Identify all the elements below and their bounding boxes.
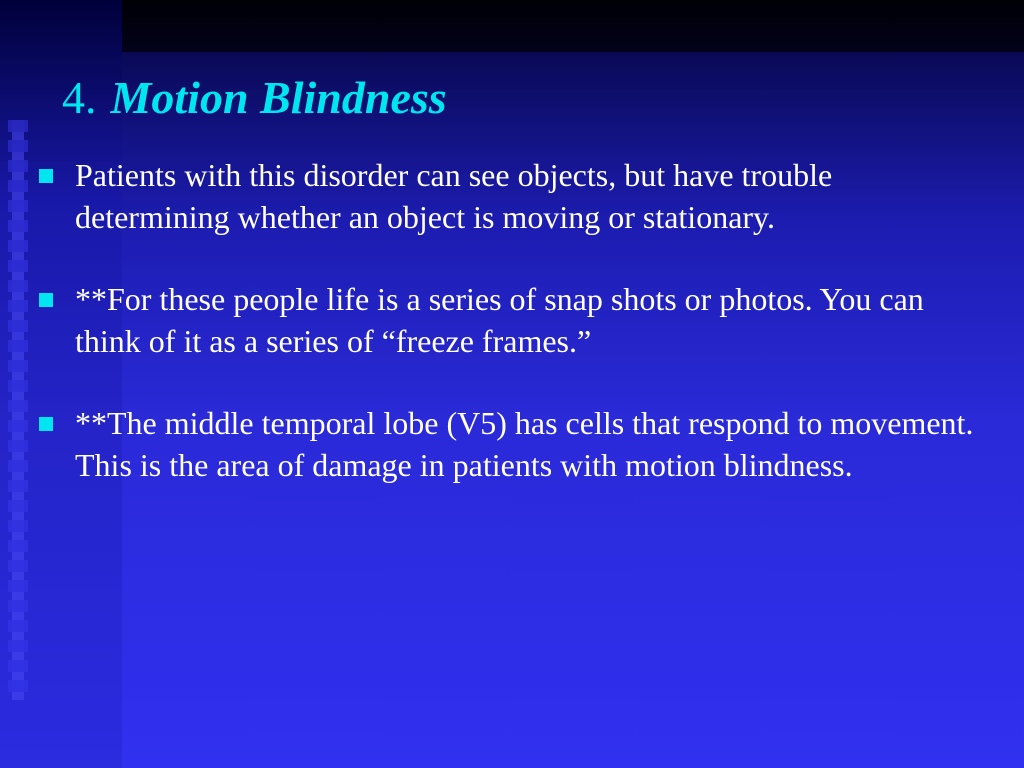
square-bullet-icon (39, 169, 53, 183)
bullet-text: Patients with this disorder can see objects, but have trouble determining whether an object is moving or stationary. (75, 157, 833, 235)
bullet-text: **For these people life is a series of snap shots or photos. You can think of it as a series of “freeze frames.” (75, 281, 924, 359)
bullet-item (34, 154, 984, 238)
square-bullet-icon (39, 417, 53, 431)
bullet-item (34, 278, 984, 362)
slide-number: 4. (62, 72, 97, 123)
slide-title-text: Motion Blindness (110, 72, 447, 123)
bullet-list (34, 154, 984, 526)
slide-title (62, 70, 447, 125)
square-bullet-icon (39, 293, 53, 307)
bullet-text: **The middle temporal lobe (V5) has cells that respond to movement. This is the area of damage in patients with motion blindness. (75, 405, 974, 483)
decorative-square-column (8, 120, 28, 700)
bullet-item (34, 402, 984, 486)
top-dark-band (122, 0, 1024, 52)
